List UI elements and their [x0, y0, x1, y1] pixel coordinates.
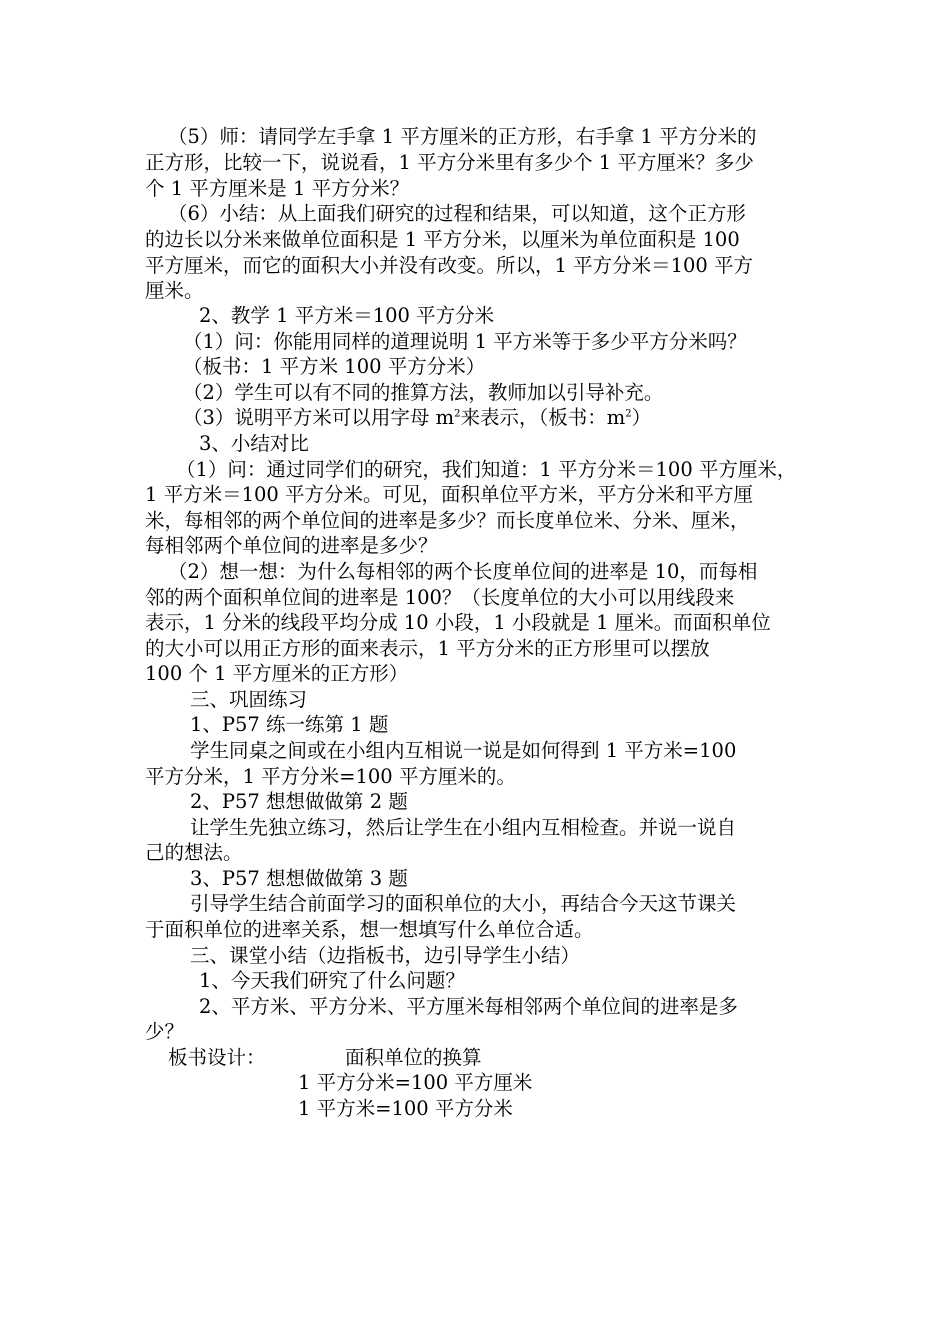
section-heading: 3、小结对比: [199, 432, 309, 455]
unit-symbol: $m^2$: [435, 406, 461, 429]
text-line: 米，每相邻的两个单位间的进率是多少？而长度单位米、分米、厘米，: [145, 509, 750, 532]
text-line: 的大小可以用正方形的面来表示，1 平方分米的正方形里可以摆放: [145, 637, 710, 660]
section-heading: 三、巩固练习: [190, 688, 308, 711]
board-title: 面积单位的换算: [345, 1046, 482, 1069]
text-line: 表示，1 分米的线段平均分成 10 小段，1 小段就是 1 厘米。而面积单位: [145, 611, 771, 634]
text-segment: （3）说明平方米可以用字母: [183, 406, 436, 429]
text-segment: 来表示，（板书：: [460, 406, 607, 429]
text-line: 的边长以分米来做单位面积是 1 平方分米，以厘米为单位面积是 100: [145, 228, 740, 251]
text-line: 学生同桌之间或在小组内互相说一说是如何得到 1 平方米=100: [190, 739, 737, 762]
text-line: 2、平方米、平方分米、平方厘米每相邻两个单位间的进率是多: [199, 995, 738, 1018]
text-line: 让学生先独立练习，然后让学生在小组内互相检查。并说一说自: [190, 816, 737, 839]
text-line: （2）想一想：为什么每相邻的两个长度单位间的进率是 10，而每相: [168, 560, 758, 583]
text-line: [183, 405, 651, 430]
text-line: （1）问：你能用同样的道理说明 1 平方米等于多少平方分米吗？: [183, 330, 747, 353]
text-line: （6）小结：从上面我们研究的过程和结果，可以知道，这个正方形: [168, 202, 746, 225]
text-line: 正方形，比较一下，说说看，1 平方分米里有多少个 1 平方厘米？多少: [145, 151, 754, 174]
section-heading: 2、教学 1 平方米＝100 平方分米: [199, 304, 495, 327]
text-line: 邻的两个面积单位间的进率是 100？（长度单位的大小可以用线段来: [145, 586, 735, 609]
text-line: 1、今天我们研究了什么问题？: [199, 969, 465, 992]
text-line: 2、P57 想想做做第 2 题: [190, 790, 408, 813]
board-line: 1 平方米=100 平方分米: [298, 1097, 513, 1120]
text-line: （1）问：通过同学们的研究，我们知道：1 平方分米＝100 平方厘米，: [176, 458, 797, 481]
text-line: 1 平方米＝100 平方分米。可见，面积单位平方米，平方分米和平方厘: [145, 483, 754, 506]
text-line: （5）师：请同学左手拿 1 平方厘米的正方形，右手拿 1 平方分米的: [168, 125, 757, 148]
text-line: 少？: [145, 1020, 185, 1043]
text-line: （板书：1 平方米 100 平方分米）: [183, 355, 486, 378]
text-line: 100 个 1 平方厘米的正方形）: [145, 662, 409, 685]
text-line: 引导学生结合前面学习的面积单位的大小，再结合今天这节课关: [190, 892, 737, 915]
text-line: 平方分米，1 平方分米=100 平方厘米的。: [145, 765, 516, 788]
board-design-label: 板书设计：: [168, 1046, 266, 1069]
section-heading: 三、课堂小结（边指板书，边引导学生小结）: [190, 944, 581, 967]
text-line: （2）学生可以有不同的推算方法，教师加以引导补充。: [183, 381, 664, 404]
text-line: 个 1 平方厘米是 1 平方分米？: [145, 177, 410, 200]
board-line: 1 平方分米=100 平方厘米: [298, 1071, 533, 1094]
text-segment: ）: [631, 406, 652, 429]
text-line: 厘米。: [145, 279, 204, 302]
text-line: 己的想法。: [145, 841, 243, 864]
text-line: 平方厘米，而它的面积大小并没有改变。所以，1 平方分米＝100 平方: [145, 254, 754, 277]
text-line: 于面积单位的进率关系，想一想填写什么单位合适。: [145, 918, 594, 941]
text-line: 3、P57 想想做做第 3 题: [190, 867, 408, 890]
text-line: 1、P57 练一练第 1 题: [190, 713, 389, 736]
unit-symbol: $m^2$: [606, 406, 632, 429]
text-line: 每相邻两个单位间的进率是多少？: [145, 534, 438, 557]
